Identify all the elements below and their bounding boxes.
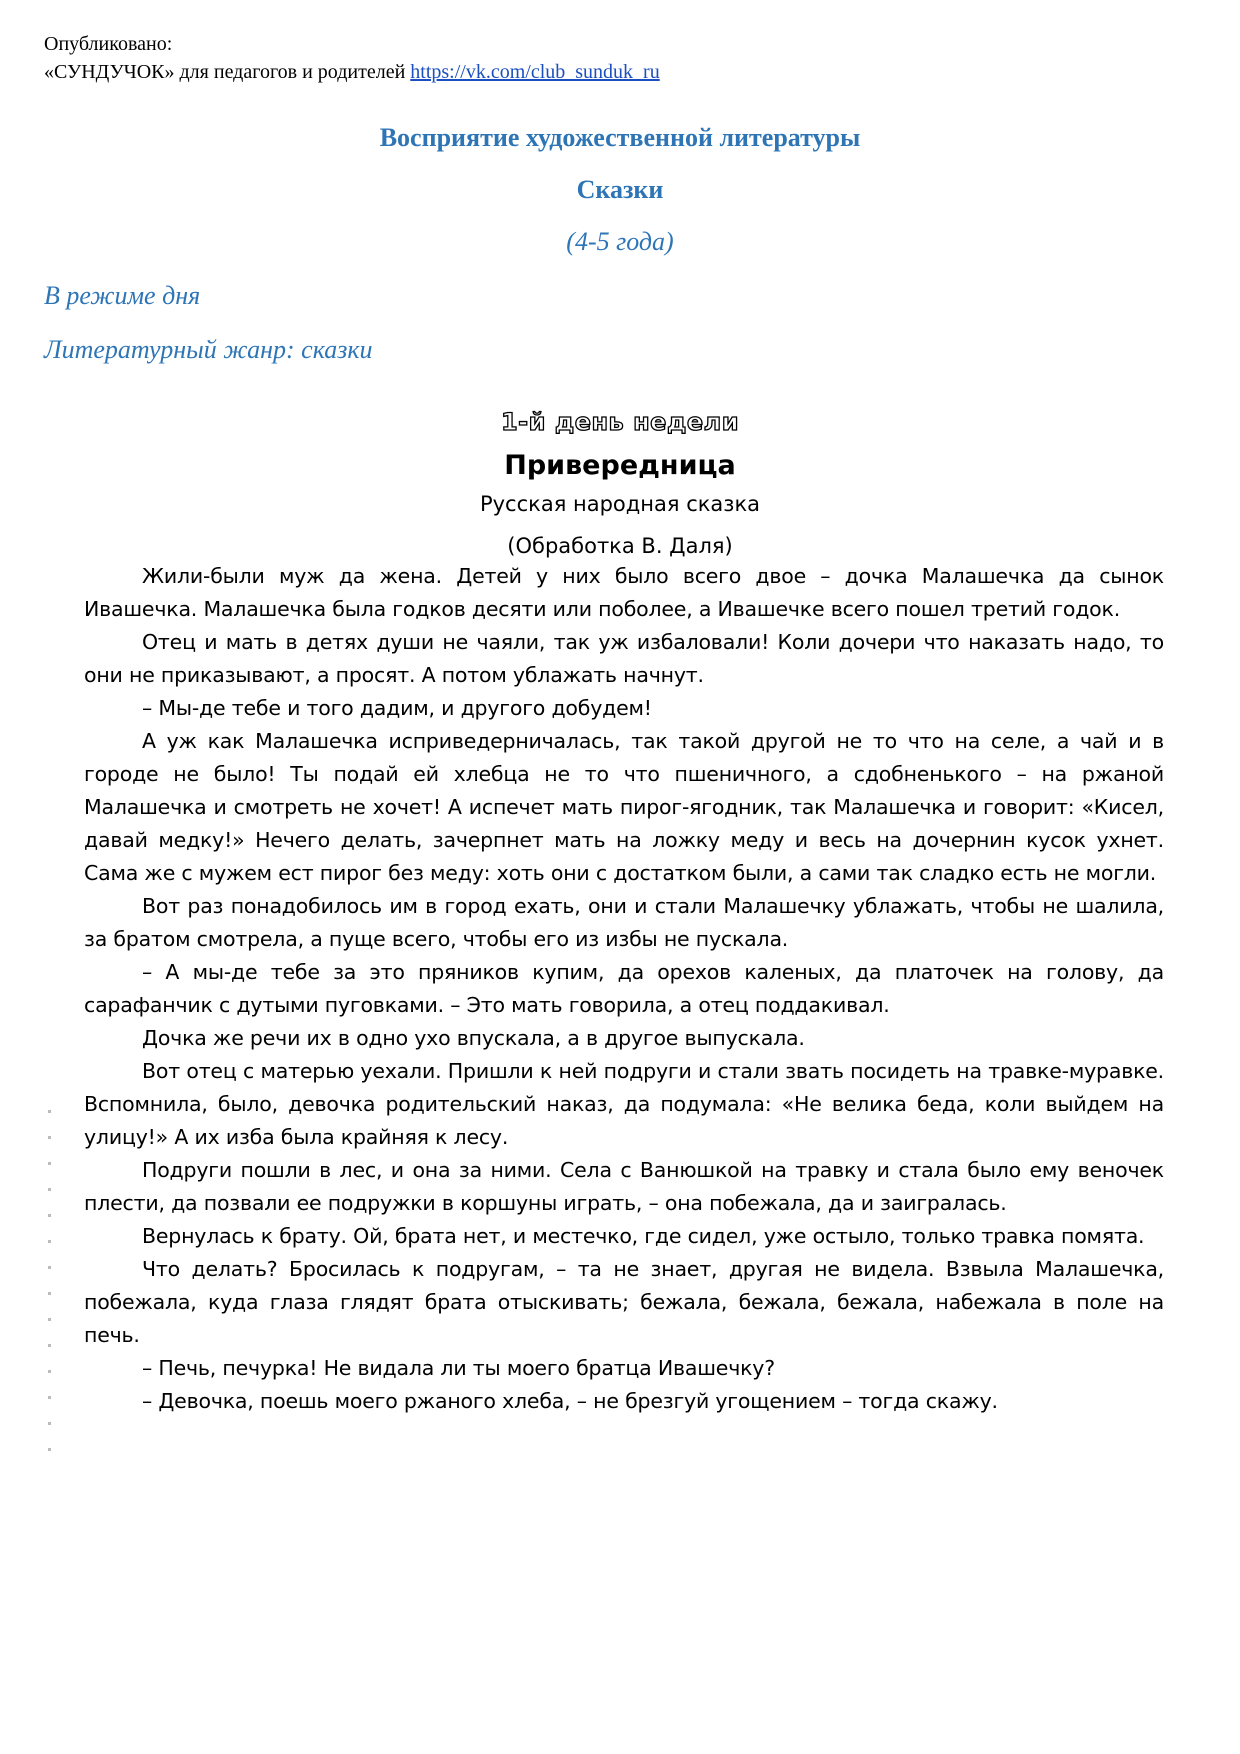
mode-label: В режиме дня [44, 281, 201, 310]
story-paragraph: – Мы-де тебе и того дадим, и другого добудем! [142, 696, 652, 720]
publication-header [44, 30, 660, 86]
story-title: Привередница [504, 450, 736, 481]
story-paragraph: – Печь, печурка! Не видала ли ты моего братца Ивашечку? [142, 1356, 775, 1380]
story-text [84, 560, 1164, 1418]
published-label: Опубликовано: [44, 33, 173, 55]
story-paragraph: Подруги пошли в лес, и она за ними. Села с Ванюшкой на травку и стала было ему веночек плести, да позвали ее подружки в коршуны играть, – она побежала, да и заигралась. [84, 1158, 1164, 1215]
story-paragraph: Вот раз понадобилось им в город ехать, они и стали Малашечку ублажать, чтобы не шалила, за братом смотрела, а пуще всего, чтобы его из избы не пускала. [84, 894, 1164, 951]
story-paragraph: Дочка же речи их в одно ухо впускала, а в другое выпускала. [142, 1026, 805, 1050]
story-paragraph: А уж как Малашечка исприведерничалась, так такой другой не то что на селе, а чай и в городе не было! Ты подай ей хлебца не то что пшеничного, а сдобненького – на ржаной Малашечка и смотреть не хочет! А испечет мать пирог-ягодник, так Малашечка и говорит: «Кисел, давай медку!» Нечего делать, зачерпнет мать на ложку меду и весь на дочернин кусок ухнет. Сама же с мужем ест пирог без меду: хоть они с достатком были, а сами так сладко есть не могли. [84, 729, 1164, 885]
source-line [44, 58, 660, 86]
story-paragraph: Что делать? Бросилась к подругам, – та не знает, другая не видела. Взвыла Малашечка, побежала, куда глаза глядят брата отыскивать; бежала, бежала, бежала, набежала в поле на печь. [84, 1257, 1164, 1347]
genre-label: Литературный жанр: сказки [44, 335, 373, 364]
source-text: «СУНДУЧОК» для педагогов и родителей [44, 61, 406, 83]
story-paragraph: Отец и мать в детях души не чаяли, так уж избаловали! Коли дочери что наказать надо, то они не приказывают, а просят. А потом ублажать начнут. [84, 630, 1164, 687]
story-paragraph: Вернулась к брату. Ой, брата нет, и местечко, где сидел, уже остыло, только травка помята. [142, 1224, 1145, 1248]
story-adaptation: (Обработка В. Даля) [507, 534, 733, 558]
story-paragraph: – А мы-де тебе за это пряников купим, да орехов каленых, да платочек на голову, да сарафанчик с дутыми пуговками. – Это мать говорила, а отец поддакивал. [84, 960, 1164, 1017]
age-range: (4-5 года) [566, 227, 674, 256]
source-link[interactable]: https://vk.com/club_sunduk_ru [410, 61, 660, 83]
story-subtitle: Русская народная сказка [479, 492, 761, 516]
document-heading: Восприятие художественной литературы [379, 123, 861, 152]
day-heading: 1-й день недели [500, 408, 740, 436]
story-paragraph: Жили-были муж да жена. Детей у них было всего двое – дочка Малашечка да сынок Ивашечка. Малашечка была годков десяти или поболее, а Ивашечке всего пошел третий годок. [84, 564, 1164, 621]
document-subheading: Сказки [576, 175, 664, 204]
story-paragraph: Вот отец с матерью уехали. Пришли к ней подруги и стали звать посидеть на травке-муравке. Вспомнила, было, девочка родительский наказ, да подумала: «Не велика беда, коли выйдем на улицу!» А их изба была крайняя к лесу. [84, 1059, 1164, 1149]
story-paragraph: – Девочка, поешь моего ржаного хлеба, – не брезгуй угощением – тогда скажу. [142, 1389, 998, 1413]
scan-edge-marks [48, 1110, 51, 1470]
